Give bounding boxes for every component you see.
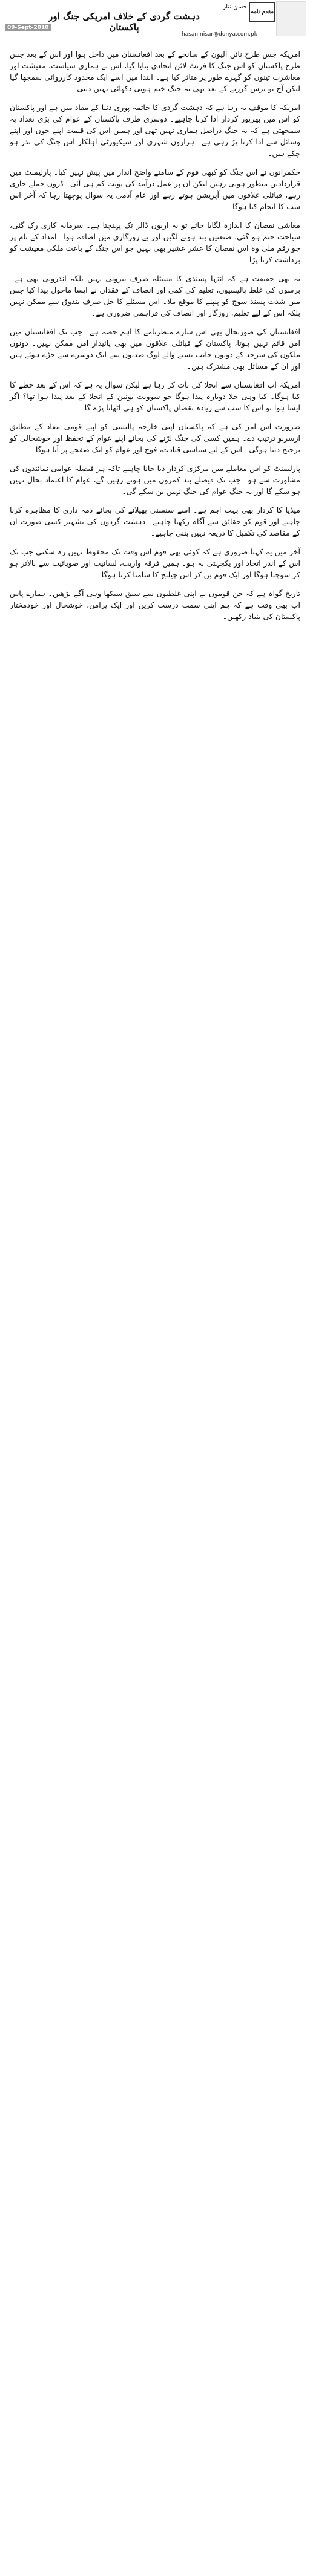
paragraph: افغانستان کی صورتحال بھی اس سارے منظرنامے کا اہم حصہ ہے۔ جب تک افغانستان میں امن قائم نہیں ہوتا، پاکستان کے قبائلی علاقوں میں بھی پائیدار امن ممکن نہیں۔ دونوں ملکوں کی سرحد کے دونوں جانب بسنے والے لوگ صدیوں سے ایک دوسرے سے جڑے ہوئے ہیں اور ان کے مسائل بھی مشترک ہیں۔: [10, 327, 300, 371]
paragraph: معاشی نقصان کا اندازہ لگایا جائے تو یہ اربوں ڈالر تک پہنچتا ہے۔ سرمایہ کاری رک گئی، سیاحت ختم ہو گئی، صنعتیں بند ہونے لگیں اور بے روزگاری میں اضافہ ہوا۔ امداد کے نام پر جو رقم ملی وہ اس نقصان کا عشر عشیر بھی نہیں جو اس جنگ کے باعث ملکی معیشت کو برداشت کرنا پڑا۔: [10, 221, 300, 264]
paragraph: ضرورت اس امر کی ہے کہ پاکستان اپنی خارجہ پالیسی کو اپنے قومی مفاد کے مطابق ازسرنو ترتیب دے۔ ہمیں کسی کی جنگ لڑنے کی بجائے اپنے عوام کے تحفظ اور خوشحالی کو ترجیح دینا ہوگی۔ اس کے لیے سیاسی قیادت، فوج اور عوام کو ایک صفحے پر آنا ہوگا۔: [10, 422, 300, 454]
paragraph: امریکہ کا موقف یہ رہا ہے کہ دہشت گردی کا خاتمہ پوری دنیا کے مفاد میں ہے اور پاکستان کو اس میں بھرپور کردار ادا کرنا چاہیے۔ دوسری طرف پاکستان کے عوام کی بڑی تعداد یہ سمجھتی ہے کہ یہ جنگ دراصل ہماری نہیں تھی اور ہمیں اس کی قیمت اپنے خون اور اپنے وسائل سے ادا کرنا پڑ رہی ہے۔ ہزاروں شہری اور سیکیورٹی اہلکار اس جنگ کی نذر ہو چکے ہیں۔: [10, 103, 300, 158]
author-photo: [276, 1, 306, 36]
publish-date: 09-Sept-2010: [5, 24, 51, 31]
paragraph: امریکہ جس طرح نائن الیون کے سانحے کے بعد افغانستان میں داخل ہوا اور اس کے بعد جس طرح پاکستان کو اس جنگ کا فرنٹ لائن اتحادی بنایا گیا، اس نے ہماری سیاست، معیشت اور معاشرت تینوں کو گہرے طور پر متاثر کیا ہے۔ ابتدا میں اسے ایک محدود کارروائی سمجھا گیا لیکن آج نو برس گزرنے کے بعد بھی یہ جنگ ختم ہوتی دکھائی نہیں دیتی۔: [10, 50, 300, 93]
paragraph: یہ بھی حقیقت ہے کہ انتہا پسندی کا مسئلہ صرف بیرونی نہیں بلکہ اندرونی بھی ہے۔ برسوں کی غلط پالیسیوں، تعلیم کی کمی اور انصاف کے فقدان نے ایسا ماحول پیدا کیا جس میں شدت پسند سوچ کو پنپنے کا موقع ملا۔ اس مسئلے کا حل صرف بندوق سے ممکن نہیں بلکہ اس کے لیے تعلیم، روزگار اور انصاف کی فراہمی ضروری ہے۔: [10, 274, 300, 317]
masthead: [0, 0, 310, 39]
paragraph: امریکہ اب افغانستان سے انخلا کی بات کر رہا ہے لیکن سوال یہ ہے کہ اس کے بعد خطے کا کیا ہوگا۔ کیا وہی خلا دوبارہ پیدا ہوگا جو سوویت یونین کے انخلا کے بعد پیدا ہوا تھا؟ اگر ایسا ہوا تو اس کا سب سے زیادہ نقصان پاکستان کو ہی اٹھانا پڑے گا۔: [10, 380, 300, 412]
paragraph: حکمرانوں نے اس جنگ کو کبھی قوم کے سامنے واضح انداز میں پیش نہیں کیا۔ پارلیمنٹ میں قراردادیں منظور ہوتی رہیں لیکن ان پر عمل درآمد کی نوبت کم ہی آئی۔ ڈرون حملے جاری رہے، قبائلی علاقوں میں آپریشن ہوتے رہے اور عام آدمی یہ سوال پوچھتا رہا کہ آخر اس سب کا انجام کیا ہوگا۔: [10, 167, 300, 211]
column-logo: مقدم نامہ: [249, 2, 275, 22]
author-email: hasan.nisar@dunya.com.pk: [182, 31, 257, 37]
paragraph: تاریخ گواہ ہے کہ جن قوموں نے اپنی غلطیوں سے سبق سیکھا وہی آگے بڑھیں۔ ہمارے پاس اب بھی وقت ہے کہ ہم اپنی سمت درست کریں اور ایک پرامن، خوشحال اور خودمختار پاکستان کی بنیاد رکھیں۔: [10, 589, 300, 621]
paragraph: آخر میں یہ کہنا ضروری ہے کہ کوئی بھی قوم اس وقت تک محفوظ نہیں رہ سکتی جب تک اس کے اندر اتحاد اور یکجہتی نہ ہو۔ ہمیں فرقہ واریت، لسانیت اور صوبائیت سے بالاتر ہو کر سوچنا ہوگا اور ایک قوم بن کر اس چیلنج کا سامنا کرنا ہوگا۔: [10, 547, 300, 579]
paragraph: پارلیمنٹ کو اس معاملے میں مرکزی کردار دیا جانا چاہیے تاکہ ہر فیصلہ عوامی نمائندوں کی مشاورت سے ہو۔ جب تک فیصلے بند کمروں میں ہوتے رہیں گے، عوام کا اعتماد بحال نہیں ہو سکے گا اور یہ جنگ عوام کی جنگ نہیں بن سکے گی۔: [10, 464, 300, 496]
paragraph: میڈیا کا کردار بھی بہت اہم ہے۔ اسے سنسنی پھیلانے کی بجائے ذمہ داری کا مظاہرہ کرنا چاہیے اور قوم کو حقائق سے آگاہ رکھنا چاہیے۔ دہشت گردوں کی تشہیر کسی صورت ان کے مقاصد کی تکمیل کا ذریعہ نہیں بننی چاہیے۔: [10, 505, 300, 537]
article-body: [10, 48, 300, 629]
author-name: حسن نثار: [223, 4, 247, 10]
article-headline: دہشت گردی کے خلاف امریکی جنگ اور پاکستان: [48, 11, 200, 33]
